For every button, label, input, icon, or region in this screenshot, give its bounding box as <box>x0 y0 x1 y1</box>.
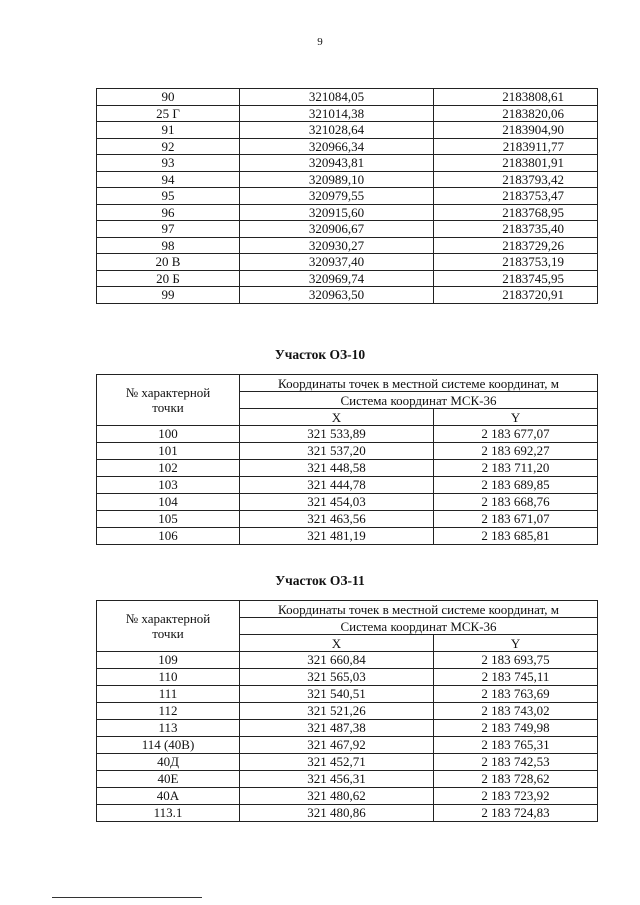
table-row <box>97 188 598 205</box>
point-number-cell: 91 <box>97 122 240 139</box>
table-row <box>97 270 598 287</box>
y-coordinate-cell: 2 183 765,31 <box>434 737 598 754</box>
point-number-cell: 92 <box>97 138 240 155</box>
y-coordinate-cell: 2 183 742,53 <box>434 754 598 771</box>
table-row <box>97 443 598 460</box>
header-point-line1: № характерной <box>125 385 211 400</box>
y-coordinate-cell: 2183745,95 <box>434 270 598 287</box>
y-coordinate-cell: 2 183 745,11 <box>434 669 598 686</box>
point-number-cell: 93 <box>97 155 240 172</box>
table-row <box>97 805 598 822</box>
y-coordinate-cell: 2183911,77 <box>434 138 598 155</box>
coordinates-table-continued <box>96 88 598 304</box>
point-number-cell: 106 <box>97 528 240 545</box>
header-coordinates: Координаты точек в местной системе координат, м <box>240 375 598 392</box>
header-x: X <box>240 635 434 652</box>
x-coordinate-cell: 320937,40 <box>240 254 434 271</box>
header-point-line2: точки <box>152 626 184 641</box>
y-coordinate-cell: 2183808,61 <box>434 89 598 106</box>
x-coordinate-cell: 321 463,56 <box>240 511 434 528</box>
y-coordinate-cell: 2 183 668,76 <box>434 494 598 511</box>
point-number-cell: 25 Г <box>97 105 240 122</box>
header-point-line1: № характерной <box>125 611 211 626</box>
header-coordinates: Координаты точек в местной системе координат, м <box>240 601 598 618</box>
point-number-cell: 96 <box>97 204 240 221</box>
x-coordinate-cell: 321 448,58 <box>240 460 434 477</box>
y-coordinate-cell: 2 183 693,75 <box>434 652 598 669</box>
y-coordinate-cell: 2183820,06 <box>434 105 598 122</box>
x-coordinate-cell: 321 456,31 <box>240 771 434 788</box>
header-point-number <box>97 375 240 426</box>
x-coordinate-cell: 320989,10 <box>240 171 434 188</box>
table-row <box>97 254 598 271</box>
y-coordinate-cell: 2183735,40 <box>434 221 598 238</box>
point-number-cell: 111 <box>97 686 240 703</box>
x-coordinate-cell: 320930,27 <box>240 237 434 254</box>
coordinates-table-oz-10 <box>96 374 598 545</box>
table-row <box>97 171 598 188</box>
x-coordinate-cell: 320969,74 <box>240 270 434 287</box>
point-number-cell: 102 <box>97 460 240 477</box>
x-coordinate-cell: 320943,81 <box>240 155 434 172</box>
y-coordinate-cell: 2 183 728,62 <box>434 771 598 788</box>
table-row <box>97 155 598 172</box>
x-coordinate-cell: 321 565,03 <box>240 669 434 686</box>
table-row <box>97 89 598 106</box>
table-row <box>97 511 598 528</box>
point-number-cell: 94 <box>97 171 240 188</box>
header-y: Y <box>434 409 598 426</box>
x-coordinate-cell: 321028,64 <box>240 122 434 139</box>
header-coordinate-system: Система координат МСК-36 <box>240 618 598 635</box>
footnote-rule <box>52 897 202 898</box>
x-coordinate-cell: 321 444,78 <box>240 477 434 494</box>
table-row <box>97 204 598 221</box>
table-row <box>97 122 598 139</box>
header-x: X <box>240 409 434 426</box>
point-number-cell: 113 <box>97 720 240 737</box>
x-coordinate-cell: 321 467,92 <box>240 737 434 754</box>
x-coordinate-cell: 320966,34 <box>240 138 434 155</box>
x-coordinate-cell: 321014,38 <box>240 105 434 122</box>
point-number-cell: 95 <box>97 188 240 205</box>
x-coordinate-cell: 321 454,03 <box>240 494 434 511</box>
x-coordinate-cell: 321 540,51 <box>240 686 434 703</box>
x-coordinate-cell: 320906,67 <box>240 221 434 238</box>
point-number-cell: 90 <box>97 89 240 106</box>
x-coordinate-cell: 321 533,89 <box>240 426 434 443</box>
section-title-oz-10: Участок ОЗ-10 <box>274 347 366 362</box>
x-coordinate-cell: 321 481,19 <box>240 528 434 545</box>
x-coordinate-cell: 321 487,38 <box>240 720 434 737</box>
y-coordinate-cell: 2 183 677,07 <box>434 426 598 443</box>
point-number-cell: 113.1 <box>97 805 240 822</box>
table-row <box>97 754 598 771</box>
x-coordinate-cell: 321 660,84 <box>240 652 434 669</box>
point-number-cell: 101 <box>97 443 240 460</box>
y-coordinate-cell: 2 183 749,98 <box>434 720 598 737</box>
x-coordinate-cell: 321 537,20 <box>240 443 434 460</box>
point-number-cell: 40Е <box>97 771 240 788</box>
y-coordinate-cell: 2 183 743,02 <box>434 703 598 720</box>
table-row <box>97 494 598 511</box>
table-row <box>97 737 598 754</box>
header-point-line2: точки <box>152 400 184 415</box>
y-coordinate-cell: 2 183 711,20 <box>434 460 598 477</box>
point-number-cell: 40А <box>97 788 240 805</box>
table-row <box>97 686 598 703</box>
x-coordinate-cell: 321 452,71 <box>240 754 434 771</box>
y-coordinate-cell: 2 183 723,92 <box>434 788 598 805</box>
x-coordinate-cell: 321 480,86 <box>240 805 434 822</box>
y-coordinate-cell: 2 183 689,85 <box>434 477 598 494</box>
y-coordinate-cell: 2 183 692,27 <box>434 443 598 460</box>
point-number-cell: 110 <box>97 669 240 686</box>
point-number-cell: 20 В <box>97 254 240 271</box>
point-number-cell: 20 Б <box>97 270 240 287</box>
page-number: 9 <box>317 36 323 48</box>
point-number-cell: 105 <box>97 511 240 528</box>
point-number-cell: 40Д <box>97 754 240 771</box>
point-number-cell: 98 <box>97 237 240 254</box>
table-row <box>97 528 598 545</box>
y-coordinate-cell: 2183801,91 <box>434 155 598 172</box>
table-row <box>97 221 598 238</box>
y-coordinate-cell: 2183768,95 <box>434 204 598 221</box>
point-number-cell: 112 <box>97 703 240 720</box>
coordinates-table-oz-11 <box>96 600 598 822</box>
table-row <box>97 237 598 254</box>
table-row <box>97 720 598 737</box>
x-coordinate-cell: 320979,55 <box>240 188 434 205</box>
table-row <box>97 771 598 788</box>
header-y: Y <box>434 635 598 652</box>
table-row <box>97 426 598 443</box>
table-row <box>97 703 598 720</box>
header-point-number <box>97 601 240 652</box>
point-number-cell: 114 (40В) <box>97 737 240 754</box>
table-row <box>97 460 598 477</box>
y-coordinate-cell: 2 183 724,83 <box>434 805 598 822</box>
table-row <box>97 652 598 669</box>
table-row <box>97 477 598 494</box>
y-coordinate-cell: 2 183 763,69 <box>434 686 598 703</box>
point-number-cell: 103 <box>97 477 240 494</box>
y-coordinate-cell: 2183720,91 <box>434 287 598 304</box>
section-title-oz-11: Участок ОЗ-11 <box>275 573 365 588</box>
y-coordinate-cell: 2183729,26 <box>434 237 598 254</box>
y-coordinate-cell: 2183753,19 <box>434 254 598 271</box>
table-row <box>97 669 598 686</box>
point-number-cell: 97 <box>97 221 240 238</box>
y-coordinate-cell: 2183753,47 <box>434 188 598 205</box>
table-row <box>97 105 598 122</box>
x-coordinate-cell: 320963,50 <box>240 287 434 304</box>
point-number-cell: 109 <box>97 652 240 669</box>
x-coordinate-cell: 320915,60 <box>240 204 434 221</box>
header-coordinate-system: Система координат МСК-36 <box>240 392 598 409</box>
point-number-cell: 100 <box>97 426 240 443</box>
y-coordinate-cell: 2183904,90 <box>434 122 598 139</box>
y-coordinate-cell: 2 183 671,07 <box>434 511 598 528</box>
y-coordinate-cell: 2183793,42 <box>434 171 598 188</box>
table-row <box>97 287 598 304</box>
x-coordinate-cell: 321 480,62 <box>240 788 434 805</box>
table-row <box>97 788 598 805</box>
point-number-cell: 99 <box>97 287 240 304</box>
y-coordinate-cell: 2 183 685,81 <box>434 528 598 545</box>
x-coordinate-cell: 321084,05 <box>240 89 434 106</box>
x-coordinate-cell: 321 521,26 <box>240 703 434 720</box>
point-number-cell: 104 <box>97 494 240 511</box>
table-row <box>97 138 598 155</box>
